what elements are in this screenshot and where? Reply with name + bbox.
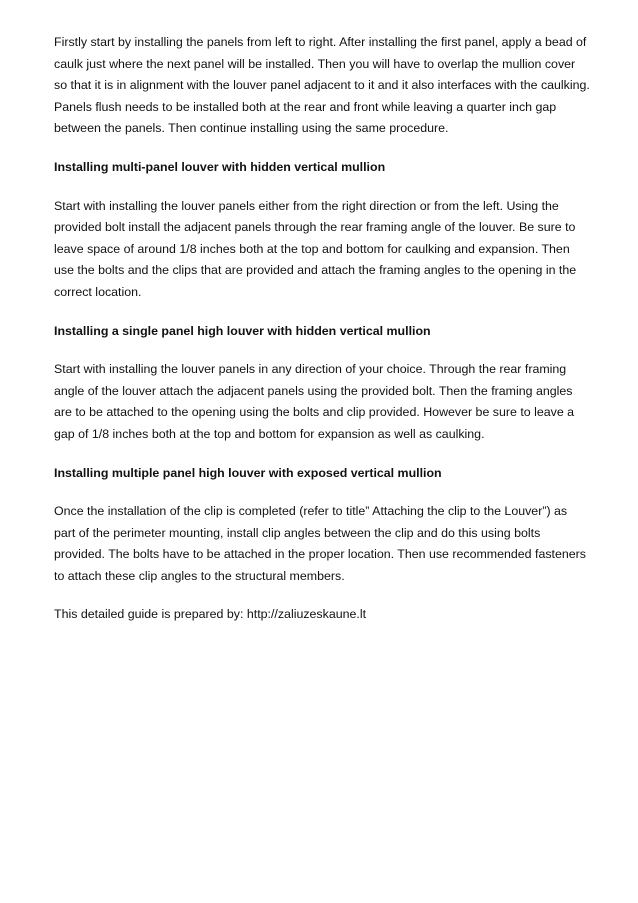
section-body-multi-panel-hidden-mullion: Start with installing the louver panels either from the right direction or from the left. Using the provided bolt install the adjacent panels through the rear framing angle of the louver. Be sure to leave space of around 1/8 inches both at the top and bottom for caulking and expansion. Then use the bolts and the clips that are provided and attach the framing angles to the opening in the correct location. bbox=[54, 198, 577, 299]
section-body-multiple-panel-exposed-mullion: Once the installation of the clip is completed (refer to title” Attaching the clip to the Louver”) as part of the perimeter mounting, install clip angles between the clip and do this using bolts provided. The bolts have to be attached in the proper location. Then use recommended fasteners to attach these clip angles to the structural members. bbox=[54, 504, 586, 583]
section-heading-multiple-panel-exposed-mullion: Installing multiple panel high louver with exposed vertical mullion bbox=[54, 465, 442, 480]
intro-paragraph: Firstly start by installing the panels from left to right. After installing the first panel, apply a bead of caulk just where the next panel will be installed. Then you will have to overlap the mullion cover so that it is in alignment with the louver panel adjacent to it and it also interfaces with the caulking. Panels flush needs to be installed both at the rear and front while leaving a quarter inch gap between the panels. Then continue installing using the same procedure. bbox=[54, 35, 590, 136]
document-content bbox=[54, 32, 590, 643]
section-heading-single-panel-hidden-mullion: Installing a single panel high louver with hidden vertical mullion bbox=[54, 323, 431, 338]
section-heading-multi-panel-hidden-mullion: Installing multi-panel louver with hidden vertical mullion bbox=[54, 159, 386, 174]
section-body-single-panel-hidden-mullion: Start with installing the louver panels in any direction of your choice. Through the rear framing angle of the louver attach the adjacent panels using the provided bolt. Then the framing angles are to be attached to the opening using the bolts and clip provided. However be sure to leave a gap of 1/8 inches both at the top and bottom for expansion as well as caulking. bbox=[54, 362, 575, 441]
footer-credit: This detailed guide is prepared by: http://zaliuzeskaune.lt bbox=[54, 607, 367, 622]
